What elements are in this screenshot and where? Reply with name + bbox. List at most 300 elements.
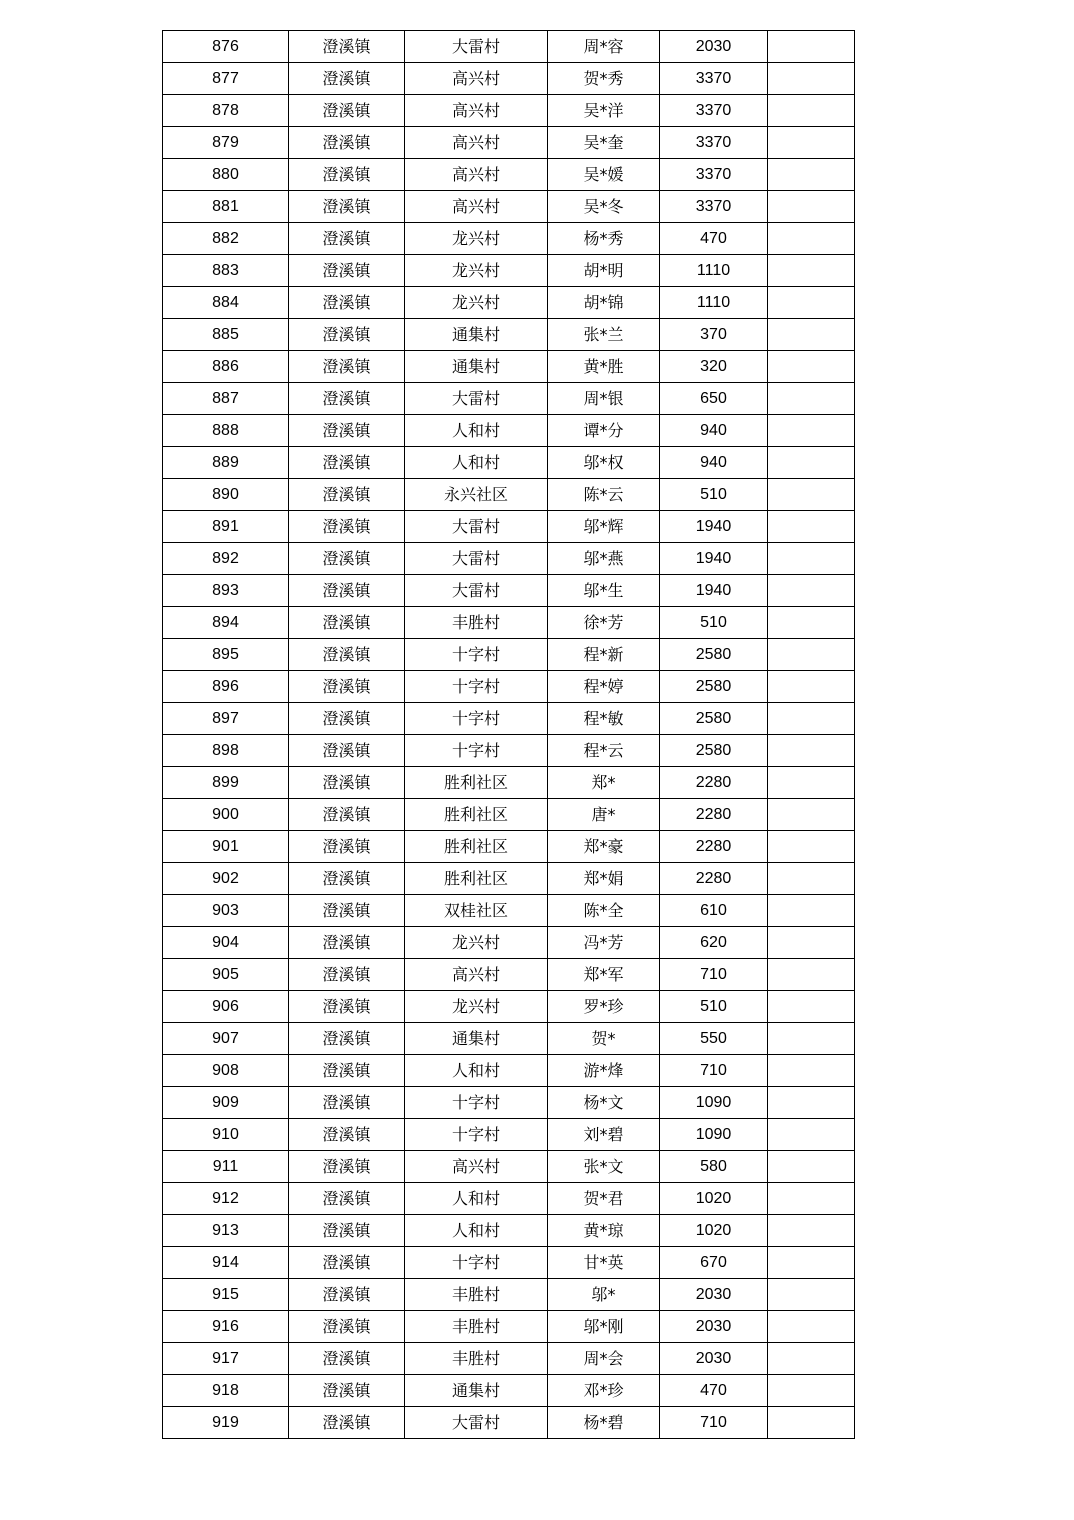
table-row [163, 1055, 855, 1087]
amount-cell: 3370 [660, 63, 768, 95]
row-number-cell: 888 [163, 415, 289, 447]
remark-cell [768, 1151, 855, 1183]
town-cell: 澄溪镇 [289, 1183, 405, 1215]
town-cell: 澄溪镇 [289, 639, 405, 671]
town-cell: 澄溪镇 [289, 1151, 405, 1183]
table-row [163, 31, 855, 63]
town-cell: 澄溪镇 [289, 927, 405, 959]
remark-cell [768, 1375, 855, 1407]
remark-cell [768, 735, 855, 767]
remark-cell [768, 991, 855, 1023]
remark-cell [768, 1055, 855, 1087]
village-cell: 大雷村 [405, 575, 548, 607]
table-row [163, 1087, 855, 1119]
remark-cell [768, 319, 855, 351]
table-row [163, 63, 855, 95]
village-cell: 胜利社区 [405, 767, 548, 799]
row-number-cell: 886 [163, 351, 289, 383]
row-number-cell: 919 [163, 1407, 289, 1439]
row-number-cell: 904 [163, 927, 289, 959]
name-cell: 贺*君 [548, 1183, 660, 1215]
row-number-cell: 887 [163, 383, 289, 415]
row-number-cell: 898 [163, 735, 289, 767]
town-cell: 澄溪镇 [289, 767, 405, 799]
row-number-cell: 876 [163, 31, 289, 63]
table-row [163, 383, 855, 415]
remark-cell [768, 95, 855, 127]
remark-cell [768, 383, 855, 415]
row-number-cell: 917 [163, 1343, 289, 1375]
name-cell: 邬*生 [548, 575, 660, 607]
town-cell: 澄溪镇 [289, 351, 405, 383]
amount-cell: 3370 [660, 191, 768, 223]
remark-cell [768, 1215, 855, 1247]
town-cell: 澄溪镇 [289, 1055, 405, 1087]
remark-cell [768, 255, 855, 287]
town-cell: 澄溪镇 [289, 799, 405, 831]
town-cell: 澄溪镇 [289, 479, 405, 511]
name-cell: 邬*权 [548, 447, 660, 479]
table-row [163, 511, 855, 543]
table-row [163, 1407, 855, 1439]
village-cell: 龙兴村 [405, 991, 548, 1023]
remark-cell [768, 671, 855, 703]
amount-cell: 710 [660, 959, 768, 991]
table-row [163, 479, 855, 511]
remark-cell [768, 575, 855, 607]
table-row [163, 543, 855, 575]
remark-cell [768, 607, 855, 639]
village-cell: 双桂社区 [405, 895, 548, 927]
village-cell: 龙兴村 [405, 287, 548, 319]
village-cell: 十字村 [405, 735, 548, 767]
row-number-cell: 899 [163, 767, 289, 799]
name-cell: 张*兰 [548, 319, 660, 351]
row-number-cell: 905 [163, 959, 289, 991]
row-number-cell: 897 [163, 703, 289, 735]
name-cell: 邬* [548, 1279, 660, 1311]
town-cell: 澄溪镇 [289, 63, 405, 95]
village-cell: 永兴社区 [405, 479, 548, 511]
amount-cell: 550 [660, 1023, 768, 1055]
remark-cell [768, 287, 855, 319]
table-row [163, 735, 855, 767]
town-cell: 澄溪镇 [289, 1279, 405, 1311]
village-cell: 十字村 [405, 1119, 548, 1151]
name-cell: 杨*文 [548, 1087, 660, 1119]
remark-cell [768, 511, 855, 543]
table-row [163, 703, 855, 735]
village-cell: 人和村 [405, 447, 548, 479]
amount-cell: 1020 [660, 1183, 768, 1215]
town-cell: 澄溪镇 [289, 831, 405, 863]
town-cell: 澄溪镇 [289, 415, 405, 447]
remark-cell [768, 1023, 855, 1055]
remark-cell [768, 543, 855, 575]
town-cell: 澄溪镇 [289, 447, 405, 479]
remark-cell [768, 159, 855, 191]
table-row [163, 1247, 855, 1279]
row-number-cell: 894 [163, 607, 289, 639]
town-cell: 澄溪镇 [289, 159, 405, 191]
village-cell: 大雷村 [405, 383, 548, 415]
row-number-cell: 908 [163, 1055, 289, 1087]
row-number-cell: 878 [163, 95, 289, 127]
amount-cell: 3370 [660, 95, 768, 127]
table-row [163, 959, 855, 991]
town-cell: 澄溪镇 [289, 703, 405, 735]
town-cell: 澄溪镇 [289, 191, 405, 223]
row-number-cell: 891 [163, 511, 289, 543]
amount-cell: 2030 [660, 1279, 768, 1311]
table-row [163, 1311, 855, 1343]
row-number-cell: 893 [163, 575, 289, 607]
name-cell: 罗*珍 [548, 991, 660, 1023]
remark-cell [768, 927, 855, 959]
town-cell: 澄溪镇 [289, 511, 405, 543]
village-cell: 丰胜村 [405, 607, 548, 639]
town-cell: 澄溪镇 [289, 735, 405, 767]
amount-cell: 2580 [660, 735, 768, 767]
table-row [163, 95, 855, 127]
remark-cell [768, 1279, 855, 1311]
remark-cell [768, 191, 855, 223]
amount-cell: 470 [660, 223, 768, 255]
row-number-cell: 915 [163, 1279, 289, 1311]
name-cell: 甘*英 [548, 1247, 660, 1279]
row-number-cell: 881 [163, 191, 289, 223]
name-cell: 郑*豪 [548, 831, 660, 863]
village-cell: 高兴村 [405, 95, 548, 127]
village-cell: 大雷村 [405, 511, 548, 543]
row-number-cell: 879 [163, 127, 289, 159]
name-cell: 郑*军 [548, 959, 660, 991]
amount-cell: 710 [660, 1055, 768, 1087]
row-number-cell: 896 [163, 671, 289, 703]
amount-cell: 2030 [660, 1343, 768, 1375]
table-row [163, 671, 855, 703]
amount-cell: 1020 [660, 1215, 768, 1247]
village-cell: 大雷村 [405, 1407, 548, 1439]
remark-cell [768, 1119, 855, 1151]
town-cell: 澄溪镇 [289, 1407, 405, 1439]
table-row [163, 159, 855, 191]
name-cell: 胡*锦 [548, 287, 660, 319]
village-cell: 人和村 [405, 1183, 548, 1215]
table-row [163, 1279, 855, 1311]
row-number-cell: 892 [163, 543, 289, 575]
row-number-cell: 884 [163, 287, 289, 319]
amount-cell: 650 [660, 383, 768, 415]
name-cell: 谭*分 [548, 415, 660, 447]
table-row [163, 1151, 855, 1183]
village-cell: 丰胜村 [405, 1279, 548, 1311]
amount-cell: 710 [660, 1407, 768, 1439]
town-cell: 澄溪镇 [289, 95, 405, 127]
remark-cell [768, 799, 855, 831]
amount-cell: 510 [660, 991, 768, 1023]
row-number-cell: 913 [163, 1215, 289, 1247]
remark-cell [768, 351, 855, 383]
town-cell: 澄溪镇 [289, 895, 405, 927]
row-number-cell: 902 [163, 863, 289, 895]
table-row [163, 639, 855, 671]
village-cell: 人和村 [405, 1215, 548, 1247]
amount-cell: 1940 [660, 511, 768, 543]
town-cell: 澄溪镇 [289, 863, 405, 895]
town-cell: 澄溪镇 [289, 127, 405, 159]
village-cell: 龙兴村 [405, 927, 548, 959]
row-number-cell: 906 [163, 991, 289, 1023]
town-cell: 澄溪镇 [289, 1343, 405, 1375]
amount-cell: 320 [660, 351, 768, 383]
name-cell: 吴*冬 [548, 191, 660, 223]
name-cell: 邬*燕 [548, 543, 660, 575]
village-cell: 龙兴村 [405, 223, 548, 255]
table-row [163, 447, 855, 479]
town-cell: 澄溪镇 [289, 1247, 405, 1279]
town-cell: 澄溪镇 [289, 991, 405, 1023]
name-cell: 邓*珍 [548, 1375, 660, 1407]
remark-cell [768, 863, 855, 895]
name-cell: 郑* [548, 767, 660, 799]
name-cell: 贺*秀 [548, 63, 660, 95]
table-row [163, 607, 855, 639]
row-number-cell: 912 [163, 1183, 289, 1215]
name-cell: 周*容 [548, 31, 660, 63]
row-number-cell: 910 [163, 1119, 289, 1151]
name-cell: 吴*洋 [548, 95, 660, 127]
row-number-cell: 883 [163, 255, 289, 287]
amount-cell: 510 [660, 607, 768, 639]
village-cell: 通集村 [405, 1375, 548, 1407]
table-row [163, 1023, 855, 1055]
town-cell: 澄溪镇 [289, 223, 405, 255]
amount-cell: 620 [660, 927, 768, 959]
amount-cell: 2580 [660, 639, 768, 671]
village-cell: 高兴村 [405, 191, 548, 223]
row-number-cell: 895 [163, 639, 289, 671]
name-cell: 程*敏 [548, 703, 660, 735]
town-cell: 澄溪镇 [289, 1375, 405, 1407]
amount-cell: 510 [660, 479, 768, 511]
amount-cell: 2280 [660, 767, 768, 799]
table-row [163, 319, 855, 351]
amount-cell: 3370 [660, 127, 768, 159]
amount-cell: 470 [660, 1375, 768, 1407]
remark-cell [768, 703, 855, 735]
amount-cell: 370 [660, 319, 768, 351]
amount-cell: 2580 [660, 671, 768, 703]
table-row [163, 799, 855, 831]
name-cell: 冯*芳 [548, 927, 660, 959]
remark-cell [768, 415, 855, 447]
table-row [163, 1183, 855, 1215]
row-number-cell: 900 [163, 799, 289, 831]
name-cell: 黄*琼 [548, 1215, 660, 1247]
amount-cell: 1110 [660, 287, 768, 319]
village-cell: 十字村 [405, 1247, 548, 1279]
amount-cell: 2030 [660, 1311, 768, 1343]
amount-cell: 1090 [660, 1087, 768, 1119]
remark-cell [768, 223, 855, 255]
town-cell: 澄溪镇 [289, 383, 405, 415]
remark-cell [768, 63, 855, 95]
data-table [162, 30, 855, 1439]
name-cell: 陈*云 [548, 479, 660, 511]
name-cell: 唐* [548, 799, 660, 831]
remark-cell [768, 127, 855, 159]
remark-cell [768, 959, 855, 991]
row-number-cell: 885 [163, 319, 289, 351]
name-cell: 吴*奎 [548, 127, 660, 159]
remark-cell [768, 479, 855, 511]
remark-cell [768, 1087, 855, 1119]
remark-cell [768, 31, 855, 63]
village-cell: 十字村 [405, 671, 548, 703]
amount-cell: 670 [660, 1247, 768, 1279]
village-cell: 高兴村 [405, 127, 548, 159]
amount-cell: 1940 [660, 575, 768, 607]
table-row [163, 895, 855, 927]
table-row [163, 991, 855, 1023]
table-row [163, 255, 855, 287]
row-number-cell: 901 [163, 831, 289, 863]
row-number-cell: 903 [163, 895, 289, 927]
amount-cell: 940 [660, 415, 768, 447]
table-row [163, 223, 855, 255]
remark-cell [768, 1311, 855, 1343]
village-cell: 大雷村 [405, 543, 548, 575]
row-number-cell: 882 [163, 223, 289, 255]
name-cell: 邬*刚 [548, 1311, 660, 1343]
amount-cell: 610 [660, 895, 768, 927]
name-cell: 杨*碧 [548, 1407, 660, 1439]
village-cell: 通集村 [405, 351, 548, 383]
town-cell: 澄溪镇 [289, 607, 405, 639]
amount-cell: 1090 [660, 1119, 768, 1151]
table-row [163, 127, 855, 159]
name-cell: 吴*媛 [548, 159, 660, 191]
town-cell: 澄溪镇 [289, 1087, 405, 1119]
town-cell: 澄溪镇 [289, 671, 405, 703]
remark-cell [768, 1247, 855, 1279]
remark-cell [768, 639, 855, 671]
name-cell: 邬*辉 [548, 511, 660, 543]
row-number-cell: 918 [163, 1375, 289, 1407]
name-cell: 周*会 [548, 1343, 660, 1375]
table-row [163, 863, 855, 895]
name-cell: 陈*全 [548, 895, 660, 927]
town-cell: 澄溪镇 [289, 1023, 405, 1055]
town-cell: 澄溪镇 [289, 543, 405, 575]
village-cell: 人和村 [405, 1055, 548, 1087]
row-number-cell: 911 [163, 1151, 289, 1183]
table-row [163, 191, 855, 223]
name-cell: 郑*娟 [548, 863, 660, 895]
town-cell: 澄溪镇 [289, 255, 405, 287]
amount-cell: 2280 [660, 863, 768, 895]
name-cell: 徐*芳 [548, 607, 660, 639]
village-cell: 丰胜村 [405, 1311, 548, 1343]
table-row [163, 575, 855, 607]
table-row [163, 415, 855, 447]
name-cell: 刘*碧 [548, 1119, 660, 1151]
amount-cell: 940 [660, 447, 768, 479]
village-cell: 胜利社区 [405, 863, 548, 895]
row-number-cell: 916 [163, 1311, 289, 1343]
table-row [163, 927, 855, 959]
amount-cell: 580 [660, 1151, 768, 1183]
village-cell: 十字村 [405, 1087, 548, 1119]
row-number-cell: 890 [163, 479, 289, 511]
village-cell: 丰胜村 [405, 1343, 548, 1375]
name-cell: 黄*胜 [548, 351, 660, 383]
village-cell: 胜利社区 [405, 799, 548, 831]
village-cell: 大雷村 [405, 31, 548, 63]
village-cell: 十字村 [405, 703, 548, 735]
amount-cell: 2280 [660, 799, 768, 831]
village-cell: 龙兴村 [405, 255, 548, 287]
town-cell: 澄溪镇 [289, 31, 405, 63]
table-row [163, 1215, 855, 1247]
name-cell: 程*云 [548, 735, 660, 767]
remark-cell [768, 1343, 855, 1375]
amount-cell: 2580 [660, 703, 768, 735]
name-cell: 胡*明 [548, 255, 660, 287]
name-cell: 张*文 [548, 1151, 660, 1183]
village-cell: 高兴村 [405, 159, 548, 191]
amount-cell: 2280 [660, 831, 768, 863]
village-cell: 高兴村 [405, 1151, 548, 1183]
table-row [163, 1119, 855, 1151]
name-cell: 杨*秀 [548, 223, 660, 255]
table-row [163, 351, 855, 383]
village-cell: 通集村 [405, 319, 548, 351]
row-number-cell: 880 [163, 159, 289, 191]
village-cell: 高兴村 [405, 959, 548, 991]
village-cell: 人和村 [405, 415, 548, 447]
town-cell: 澄溪镇 [289, 287, 405, 319]
town-cell: 澄溪镇 [289, 319, 405, 351]
name-cell: 周*银 [548, 383, 660, 415]
row-number-cell: 877 [163, 63, 289, 95]
name-cell: 程*新 [548, 639, 660, 671]
amount-cell: 1940 [660, 543, 768, 575]
table-row [163, 831, 855, 863]
row-number-cell: 907 [163, 1023, 289, 1055]
remark-cell [768, 767, 855, 799]
village-cell: 胜利社区 [405, 831, 548, 863]
name-cell: 程*婷 [548, 671, 660, 703]
town-cell: 澄溪镇 [289, 959, 405, 991]
remark-cell [768, 1407, 855, 1439]
amount-cell: 2030 [660, 31, 768, 63]
town-cell: 澄溪镇 [289, 1215, 405, 1247]
town-cell: 澄溪镇 [289, 1119, 405, 1151]
remark-cell [768, 895, 855, 927]
table-body [163, 31, 855, 1439]
remark-cell [768, 1183, 855, 1215]
village-cell: 通集村 [405, 1023, 548, 1055]
table-row [163, 287, 855, 319]
table-row [163, 767, 855, 799]
remark-cell [768, 447, 855, 479]
village-cell: 高兴村 [405, 63, 548, 95]
name-cell: 贺* [548, 1023, 660, 1055]
table-row [163, 1343, 855, 1375]
row-number-cell: 909 [163, 1087, 289, 1119]
